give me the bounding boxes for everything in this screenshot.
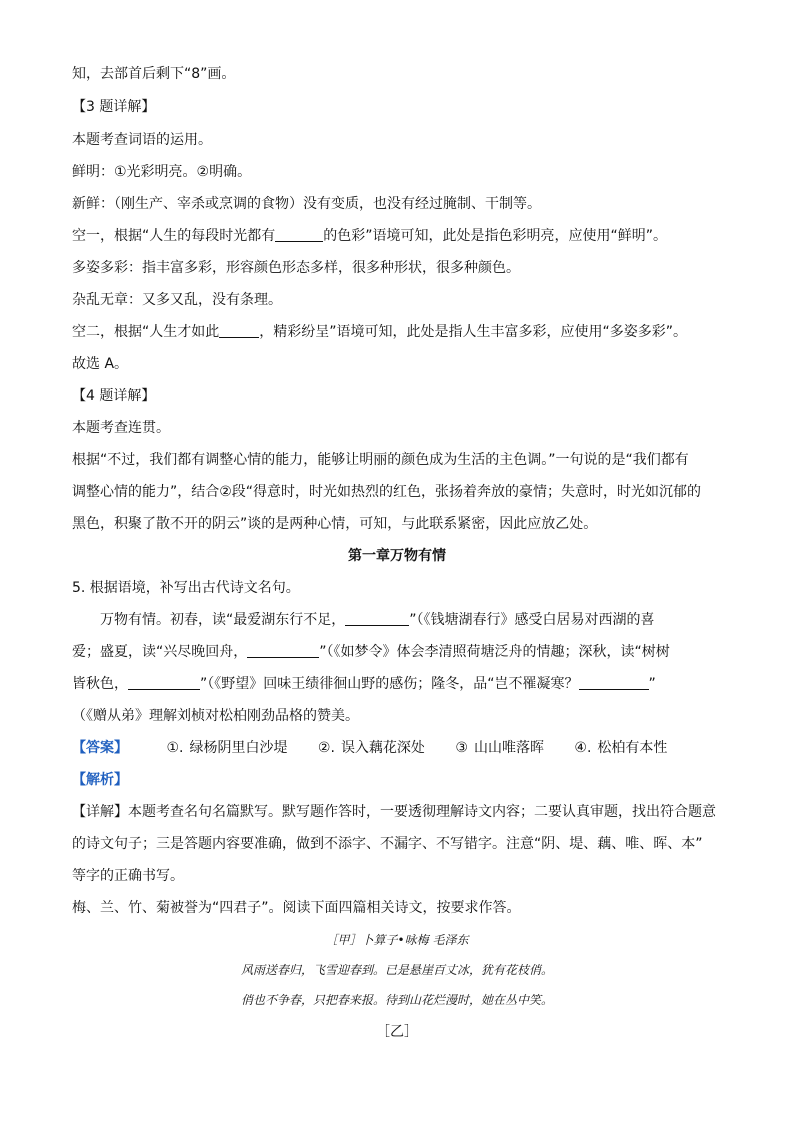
q3-blank1-text-b: 的色彩”语境可知，此处是指色彩明亮，应使用“鲜明”。: [323, 228, 668, 244]
q4-analysis-line2: 调整心情的能力”，结合②段“得意时，时光如热烈的红色，张扬着奔放的豪情；失意时，时光如沉郁的: [72, 484, 702, 500]
q3-definition-xinxian: 新鲜：（刚生产、宰杀或烹调的食物）没有变质，也没有经过腌制、干制等。: [72, 196, 541, 212]
poem-line1: 风雨送春归，飞雪迎春到。已是悬崖百丈冰，犹有花枝俏。: [240, 963, 553, 977]
detail-label: 【详解】: [72, 804, 128, 820]
answer-item: [455, 738, 544, 758]
q5-passage-text: ”（《野望》回味王绩徘徊山野的感伤；隆冬，品“岂不罹凝寒？: [200, 676, 579, 692]
q2-ending-text: 知，去部首后剩下“8”画。: [72, 66, 236, 82]
q5-passage-line3: [72, 674, 722, 694]
q3-definition-duozi: 多姿多彩：指丰富多彩，形容颜色形态多样，很多种形状，很多种颜色。: [72, 260, 520, 276]
q5-passage-text: ”（《钱塘湖春行》感受白居易对西湖的喜: [409, 612, 655, 628]
q4-analysis-line3: 黑色，积聚了散不开的阴云”谈的是两种心情，可知，与此联系紧密，因此应放乙处。: [72, 516, 598, 532]
answer-item: [574, 738, 667, 758]
fill-blank: [345, 611, 409, 626]
answer-text: 绿杨阴里白沙堤: [189, 740, 288, 756]
q3-definition-zaluan: 杂乱无章：又多又乱，没有条理。: [72, 292, 282, 308]
q4-intro: 本题考查连贯。: [72, 420, 170, 436]
q5-stem: 5. 根据语境，补写出古代诗文名句。: [72, 580, 300, 596]
answer-number: ①.: [166, 740, 184, 756]
answer-text: 误入藕花深处: [340, 740, 425, 756]
q5-passage-text: 万物有情。初春，读“最爱湖东行不足，: [100, 612, 346, 628]
answer-text: 山山唯落晖: [473, 740, 544, 756]
q5-passage-text: 皆秋色，: [72, 676, 128, 692]
section-yi-label: ［乙］: [376, 1024, 418, 1040]
q3-blank2-text-b: ，精彩纷呈”语境可知，此处是指人生丰富多彩，应使用“多姿多彩”。: [259, 324, 688, 340]
poem-title: ［甲］卜算子•咏梅 毛泽东: [325, 933, 469, 947]
q3-blank1-text-a: 空一，根据“人生的每段时光都有: [72, 228, 276, 244]
q3-blank2-text-a: 空二，根据“人生才如此: [72, 324, 220, 340]
fill-blank: [128, 675, 200, 690]
q5-passage-line2: [72, 642, 722, 662]
q5-passage-text: ”（《如梦令》体会李清照荷塘泛舟的情趣；深秋，读“树树: [319, 644, 670, 660]
answer-label: 【答案】: [72, 740, 128, 756]
detail-text: 本题考查名句名篇默写。默写题作答时，一要透彻理解诗文内容；二要认真审题，找出符合题意: [128, 804, 716, 820]
answer-number: ④.: [574, 740, 592, 756]
q5-passage-line4: （《赠从弟》理解刘桢对松柏刚劲品格的赞美。: [72, 708, 359, 724]
fill-blank: [219, 323, 259, 338]
answer-number: ②.: [317, 740, 335, 756]
q5-passage-text: 爱；盛夏，读“兴尽晚回舟，: [72, 644, 248, 660]
answer-item: [318, 738, 425, 758]
q5-detail-line3: 等字的正确书写。: [72, 868, 184, 884]
q3-intro: 本题考查词语的运用。: [72, 132, 212, 148]
q4-header: 【4 题详解】: [72, 388, 156, 404]
answer-number: ③: [455, 740, 468, 756]
q3-blank1-analysis: [72, 226, 722, 246]
answer-text: 松柏有本性: [597, 740, 668, 756]
q3-blank2-analysis: [72, 322, 722, 342]
q3-definition-xianming: 鲜明：①光彩明亮。②明确。: [72, 164, 252, 180]
q5-answer-row: [72, 738, 722, 758]
q5-passage-text: ”: [648, 676, 656, 692]
q6-intro: 梅、兰、竹、菊被誉为“四君子”。阅读下面四篇相关诗文，按要求作答。: [72, 900, 521, 916]
analysis-label: 【解析】: [72, 772, 128, 788]
chapter-title: 第一章万物有情: [348, 548, 446, 564]
fill-blank: [275, 227, 323, 242]
fill-blank: [579, 675, 649, 690]
q3-choice: 故选 A。: [72, 356, 129, 372]
fill-blank: [247, 643, 319, 658]
q5-detail-line2: 的诗文句子；三是答题内容要准确，做到不添字、不漏字、不写错字。注意“阴、堤、藕、唯、晖、本”: [72, 836, 703, 852]
q4-analysis-line1: 根据“不过，我们都有调整心情的能力，能够让明丽的颜色成为生活的主色调。”一句说的是“我们都有: [72, 452, 689, 468]
poem-line2: 俏也不争春，只把春来报。待到山花烂漫时，她在丛中笑。: [240, 993, 553, 1007]
q5-passage-line1: [100, 610, 722, 630]
q3-header: 【3 题详解】: [72, 99, 156, 115]
q5-detail-line1: [72, 802, 722, 822]
answer-item: [166, 738, 287, 758]
